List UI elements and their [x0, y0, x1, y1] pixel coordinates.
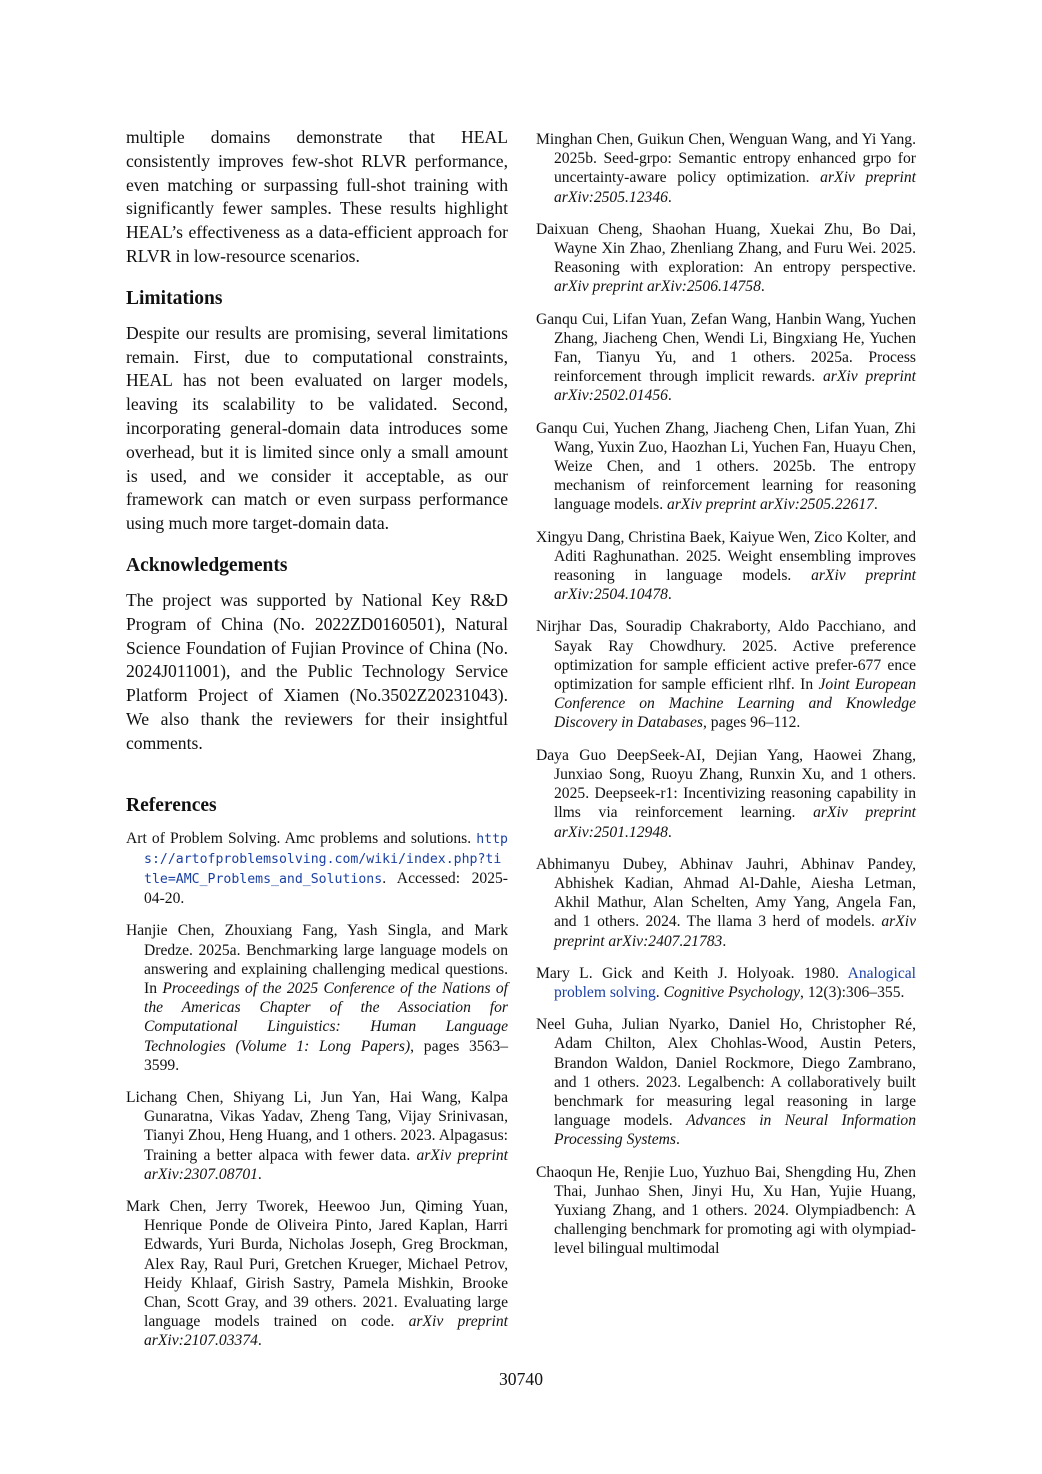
reference-text: . [873, 496, 878, 514]
reference-text: Neel Guha, Julian Nyarko, Daniel Ho, Christopher Ré, Adam Chilton, Alex Chohlas-Wood, Austin Peters, Brandon Waldon, Daniel Rockmore, Diego Zambrano, and 1 others. 2023. Legalbench: A collaboratively built benchmark for measuring legal reasoning in large language models. [536, 1016, 916, 1130]
reference-text: , pages 96–112. [702, 714, 801, 732]
reference-text: Mary L. Gick and Keith J. Holyoak. 1980. [536, 964, 848, 982]
reference-venue: arXiv preprint arXiv:2407.21783 [554, 913, 916, 950]
acknowledgements-heading: Acknowledgements [126, 554, 288, 576]
reference-text: Ganqu Cui, Yuchen Zhang, Jiacheng Chen, Lifan Yuan, Zhi Wang, Yuxin Zuo, Haozhan Li, Yuchen Fan, Huayu Chen, Weize Chen, and 1 others. 2025b. The entropy mechanism of reinforcement learning for reasoning language models. [536, 419, 916, 514]
reference-venue: Joint European Conference on Machine Learning and Knowledge Discovery in Databases [554, 676, 916, 732]
reference-text: Nirjhar Das, Souradip Chakraborty, Aldo Pacchiano, and Sayak Ray Chowdhury. 2025. Active preference optimization for sample efficient active prefer-677 ence optimization for sample efficient rlhf. In [536, 618, 916, 694]
right-column [536, 130, 916, 1259]
reference-entry [536, 1015, 916, 1149]
reference-text: . [655, 983, 664, 1001]
reference-text: Mark Chen, Jerry Tworek, Heewoo Jun, Qiming Yuan, Henrique Ponde de Oliveira Pinto, Jared Kaplan, Harri Edwards, Yuri Burda, Nicholas Joseph, Greg Brockman, Alex Ray, Raul Puri, Gretchen Krueger, Michael Petrov, Heidy Khlaaf, Girish Sastry, Pamela Mishkin, Brooke Chan, Scott Gray, and 39 others. 2021. Evaluating large language models trained on code. [126, 1197, 508, 1331]
reference-text: , pages 3563–3599. [144, 1037, 508, 1074]
references-heading: References [126, 794, 217, 816]
reference-text: Lichang Chen, Shiyang Li, Jun Yan, Hai Wang, Kalpa Gunaratna, Vikas Yadav, Zheng Tang, Vijay Srinivasan, Tianyi Zhou, Heng Huang, and 1 others. 2023. Alpagasus: Training a better alpaca with fewer data. [126, 1088, 508, 1164]
reference-text: Xingyu Dang, Christina Baek, Kaiyue Wen, Zico Kolter, and Aditi Raghunathan. 2025. Weight ensembling improves reasoning in language models. [536, 528, 916, 585]
reference-entry [536, 746, 916, 842]
reference-entry [536, 617, 916, 732]
reference-text: Daya Guo DeepSeek-AI, Dejian Yang, Haowei Zhang, Junxiao Song, Ruoyu Zhang, Runxin Xu, and 1 others. 2025. Deepseek-r1: Incentivizing reasoning capability in llms via reinforcement learning. [536, 746, 916, 822]
reference-entry [126, 829, 508, 909]
reference-entry [536, 419, 916, 515]
reference-text: . [760, 278, 765, 296]
reference-text: . [667, 387, 672, 405]
reference-text: . [676, 1131, 680, 1149]
reference-entry [126, 1197, 508, 1351]
reference-venue: arXiv preprint arXiv:2505.22617 [667, 496, 874, 514]
reference-entry [536, 528, 916, 605]
reference-text: . Accessed: 2025-04-20. [144, 869, 508, 908]
page-number: 30740 [499, 1369, 543, 1389]
reference-entry [536, 1163, 916, 1259]
intro-paragraph: multiple domains demonstrate that HEAL consistently improves few-shot RLVR performance, even matching or surpassing full-shot training with significantly fewer samples. These results highlight HEAL’s effectiveness as a data-efficient approach for RLVR in low-resource scenarios. [126, 127, 508, 266]
reference-text: . [257, 1332, 262, 1350]
reference-venue: arXiv preprint arXiv:2501.12948 [554, 804, 916, 841]
acknowledgements-paragraph: The project was supported by National Key R&D Program of China (No. 2022ZD0160501), Natural Science Foundation of Fujian Province of China (No. 2024J011001), and the Public Technology Service Platform Project of Xiamen (No.3502Z20231043). We also thank the reviewers for their insightful comments. [126, 589, 508, 753]
reference-text: , 12(3):306–355. [800, 983, 905, 1001]
reference-venue: arXiv preprint arXiv:2107.03374 [144, 1313, 508, 1350]
reference-text: . [722, 932, 727, 950]
reference-entry [536, 220, 916, 297]
reference-venue: Advances in Neural Information Processing Systems [554, 1112, 916, 1149]
reference-venue: arXiv preprint arXiv:2502.01456 [554, 368, 916, 405]
reference-text: Daixuan Cheng, Shaohan Huang, Xuekai Zhu, Bo Dai, Wayne Xin Zhao, Zhenliang Zhang, and Furu Wei. 2025. Reasoning with exploration: An entropy perspective. [536, 220, 916, 277]
reference-entry [536, 310, 916, 406]
reference-venue: arXiv preprint arXiv:2506.14758 [554, 278, 761, 296]
reference-text: Hanjie Chen, Zhouxiang Fang, Yash Singla, and Mark Dredze. 2025a. Benchmarking large language models on answering and explaining challenging medical questions. In [126, 922, 508, 997]
reference-text: . [257, 1165, 262, 1183]
reference-text: Abhimanyu Dubey, Abhinav Jauhri, Abhinav Pandey, Abhishek Kadian, Ahmad Al-Dahle, Aiesha Letman, Akhil Mathur, Alan Schelten, Amy Yang, Angela Fan, and 1 others. 2024. The llama 3 herd of models. [536, 855, 916, 931]
reference-list-left [126, 829, 508, 1351]
left-column [126, 126, 508, 1351]
reference-text: . [667, 188, 672, 206]
reference-venue: arXiv preprint arXiv:2307.08701 [144, 1146, 508, 1183]
reference-venue: arXiv preprint arXiv:2505.12346 [554, 169, 916, 206]
reference-venue: Proceedings of the 2025 Conference of the Nations of the Americas Chapter of the Association for Computational Linguistics: Human Language Technologies (Volume 1: Long Papers) [144, 979, 508, 1055]
reference-entry [536, 855, 916, 951]
reference-text: Minghan Chen, Guikun Chen, Wenguan Wang, and Yi Yang. 2025b. Seed-grpo: Semantic entropy enhanced grpo for uncertainty-aware policy optimization. [536, 131, 916, 187]
reference-title-link[interactable]: Analogical problem solving [554, 964, 916, 1001]
reference-entry [126, 921, 508, 1075]
reference-text: Chaoqun He, Renjie Luo, Yuzhuo Bai, Shengding Hu, Zhen Thai, Junhao Shen, Jinyi Hu, Xu Han, Yujie Huang, Yuxiang Zhang, and 1 others. 2024. Olympiadbench: A challenging benchmark for promoting agi with olympiad-level bilingual multimodal [536, 1163, 916, 1258]
reference-entry [126, 1088, 508, 1184]
reference-url-link[interactable]: https://artofproblemsolving.com/wiki/index.php?title=AMC_Problems_and_Solutions [144, 831, 508, 887]
reference-text: . [667, 823, 672, 841]
limitations-paragraph: Despite our results are promising, several limitations remain. First, due to computational constraints, HEAL has not been evaluated on larger models, leaving its scalability to be validated. Second, incorporating general-domain data introduces some overhead, but it is limited since only a small amount is used, and we consider it acceptable, as our framework can match or even surpass performance using much more target-domain data. [126, 322, 508, 534]
reference-text: Art of Problem Solving. Amc problems and solutions. [126, 829, 477, 847]
reference-text: . [667, 586, 672, 604]
reference-entry [536, 964, 916, 1002]
limitations-heading: Limitations [126, 287, 223, 309]
reference-venue: Cognitive Psychology [663, 983, 801, 1001]
reference-venue: arXiv preprint arXiv:2504.10478 [554, 567, 917, 604]
reference-text: Ganqu Cui, Lifan Yuan, Zefan Wang, Hanbin Wang, Yuchen Zhang, Jiacheng Chen, Wendi Li, Bingxiang He, Yuchen Fan, Tianyu Yu, and 1 others. 2025a. Process reinforcement through implicit rewards. [536, 310, 916, 386]
reference-entry [536, 130, 916, 207]
